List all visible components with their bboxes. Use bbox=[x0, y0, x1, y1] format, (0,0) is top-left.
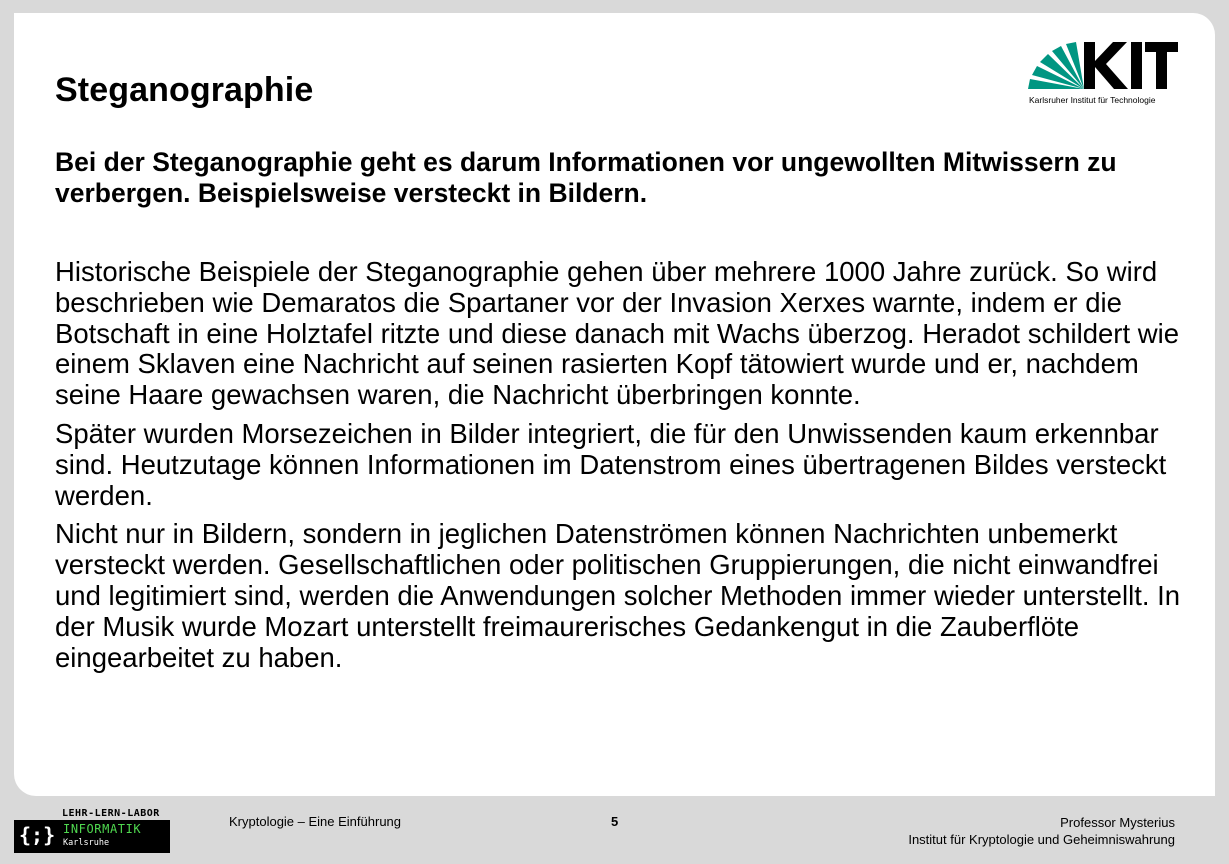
kit-logo bbox=[1028, 39, 1178, 109]
footer-course-title: Kryptologie – Eine Einführung bbox=[229, 814, 402, 829]
footer-author: Professor Mysterius bbox=[1060, 815, 1175, 830]
paragraph-datastreams: Nicht nur in Bildern, sondern in jeglichen Datenströmen können Nachrichten unbemerkt versteckt werden. Gesellschaftlichen oder politischen Gruppierungen, die nicht einwandfrei und legitimiert sind, werden die Anwendungen solcher Methoden immer wieder unterstellt. In der Musik wurde Mozart unterstellt freimaurerisches Gedankengut in die Zauberflöte eingearbeitet zu haben. bbox=[55, 518, 1181, 673]
slide bbox=[14, 13, 1215, 796]
slide-title: Steganographie bbox=[55, 71, 314, 109]
kit-logo-subtitle: Karlsruher Institut für Technologie bbox=[1029, 95, 1156, 105]
lab-logo-top-text: LEHR-LERN-LABOR bbox=[62, 808, 160, 819]
footer-author-block bbox=[908, 814, 1175, 848]
paragraph-morse: Später wurden Morsezeichen in Bilder integriert, die für den Unwissenden kaum erkennbar sind. Heutzutage können Informationen im Datenstrom eines übertragenen Bildes versteckt werden. bbox=[55, 417, 1167, 511]
body-text bbox=[55, 257, 1185, 681]
footer-institute: Institut für Kryptologie und Geheimniswahrung bbox=[908, 832, 1175, 847]
lead-text: Bei der Steganographie geht es darum Informationen vor ungewollten Mitwissern zu verbergen. Beispielsweise versteckt in Bildern. bbox=[55, 147, 1117, 208]
page-number: 5 bbox=[611, 814, 619, 829]
kit-logo-graphic bbox=[1028, 39, 1178, 95]
lehr-lern-labor-logo bbox=[14, 808, 170, 853]
paragraph-history: Historische Beispiele der Steganographie gehen über mehrere 1000 Jahre zurück. So wird beschrieben wie Demaratos die Spartaner vor der Invasion Xerxes warnte, indem er die Botschaft in eine Holztafel ritzte und diese danach mit Wachs überzog. Heradot schildert wie einem Sklaven eine Nachricht auf seinen rasierten Kopf tätowiert wurde und er, nachdem seine Haare gewachsen waren, die Nachricht überbringen konnte. bbox=[55, 256, 1179, 411]
brace-semicolon-icon: {;} bbox=[19, 823, 56, 847]
lab-logo-box bbox=[14, 820, 170, 853]
lab-logo-word: INFORMATIK bbox=[63, 822, 142, 836]
lab-logo-city: Karlsruhe bbox=[63, 838, 110, 848]
